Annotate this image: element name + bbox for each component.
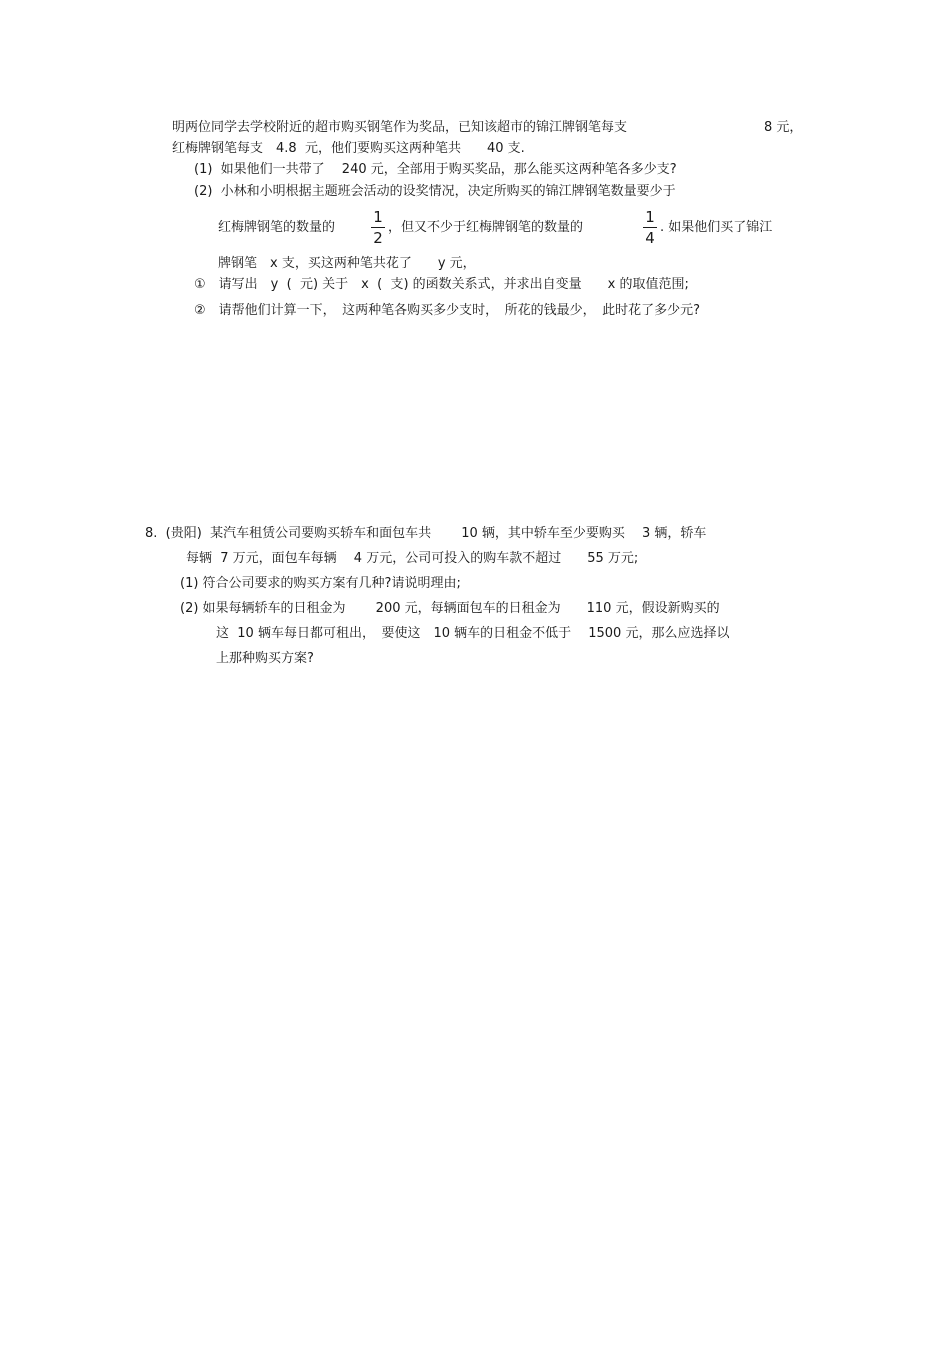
fraction-bar <box>643 227 657 228</box>
fraction-one-quarter <box>643 208 657 247</box>
p8-question-2-line3: 上那种购买方案? <box>216 651 314 666</box>
p7-line1-end: 8 元， <box>764 120 803 135</box>
p7-question-2: (2) 小林和小明根据主题班会活动的设奖情况，决定所购买的锦江牌钢笔数量要少于 <box>194 184 676 199</box>
p8-question-2-line2: 这 10 辆车每日都可租出， 要使这 10 辆车的日租金不低于 1500 元，那么应选择以 <box>216 626 730 641</box>
p7-line2: 红梅牌钢笔每支 4.8 元，他们要购买这两种笔共 40 支. <box>172 141 525 156</box>
p8-question-1: (1) 符合公司要求的购买方案有几种?请说明理由; <box>180 576 461 591</box>
fraction-denominator: 4 <box>645 229 655 247</box>
p7-sub-question-2: ② 请帮他们计算一下， 这两种笔各购买多少支时， 所花的钱最少， 此时花了多少元? <box>194 303 701 318</box>
fraction-bar <box>371 227 385 228</box>
p7-line1: 明两位同学去学校附近的超市购买钢笔作为奖品，已知该超市的锦江牌钢笔每支 <box>172 120 628 135</box>
fraction-one-half <box>371 208 385 247</box>
p7-question-2-line3: 牌钢笔 x 支，买这两种笔共花了 y 元， <box>218 256 476 271</box>
fraction-numerator: 1 <box>645 208 655 226</box>
p8-line2: 每辆 7 万元，面包车每辆 4 万元，公司可投入的购车款不超过 55 万元; <box>186 551 639 566</box>
fraction-numerator: 1 <box>373 208 383 226</box>
p8-line1: 8. (贵阳) 某汽车租赁公司要购买轿车和面包车共 10 辆，其中轿车至少要购买 3 辆，轿车 <box>145 526 707 541</box>
p7-question-2-text-c: . 如果他们买了锦江 <box>660 220 773 235</box>
p7-sub-question-1: ① 请写出 y ( 元) 关于 x ( 支) 的函数关系式，并求出自变量 x 的取值范围; <box>194 277 689 292</box>
p7-question-2-text-a: 红梅牌钢笔的数量的 <box>218 220 336 235</box>
fraction-denominator: 2 <box>373 229 383 247</box>
p7-question-1: (1) 如果他们一共带了 240 元，全部用于购买奖品，那么能买这两种笔各多少支? <box>194 162 677 177</box>
p8-question-2-line1: (2) 如果每辆轿车的日租金为 200 元，每辆面包车的日租金为 110 元，假设新购买的 <box>180 601 720 616</box>
p7-question-2-text-b: ，但又不少于红梅牌钢笔的数量的 <box>388 220 584 235</box>
